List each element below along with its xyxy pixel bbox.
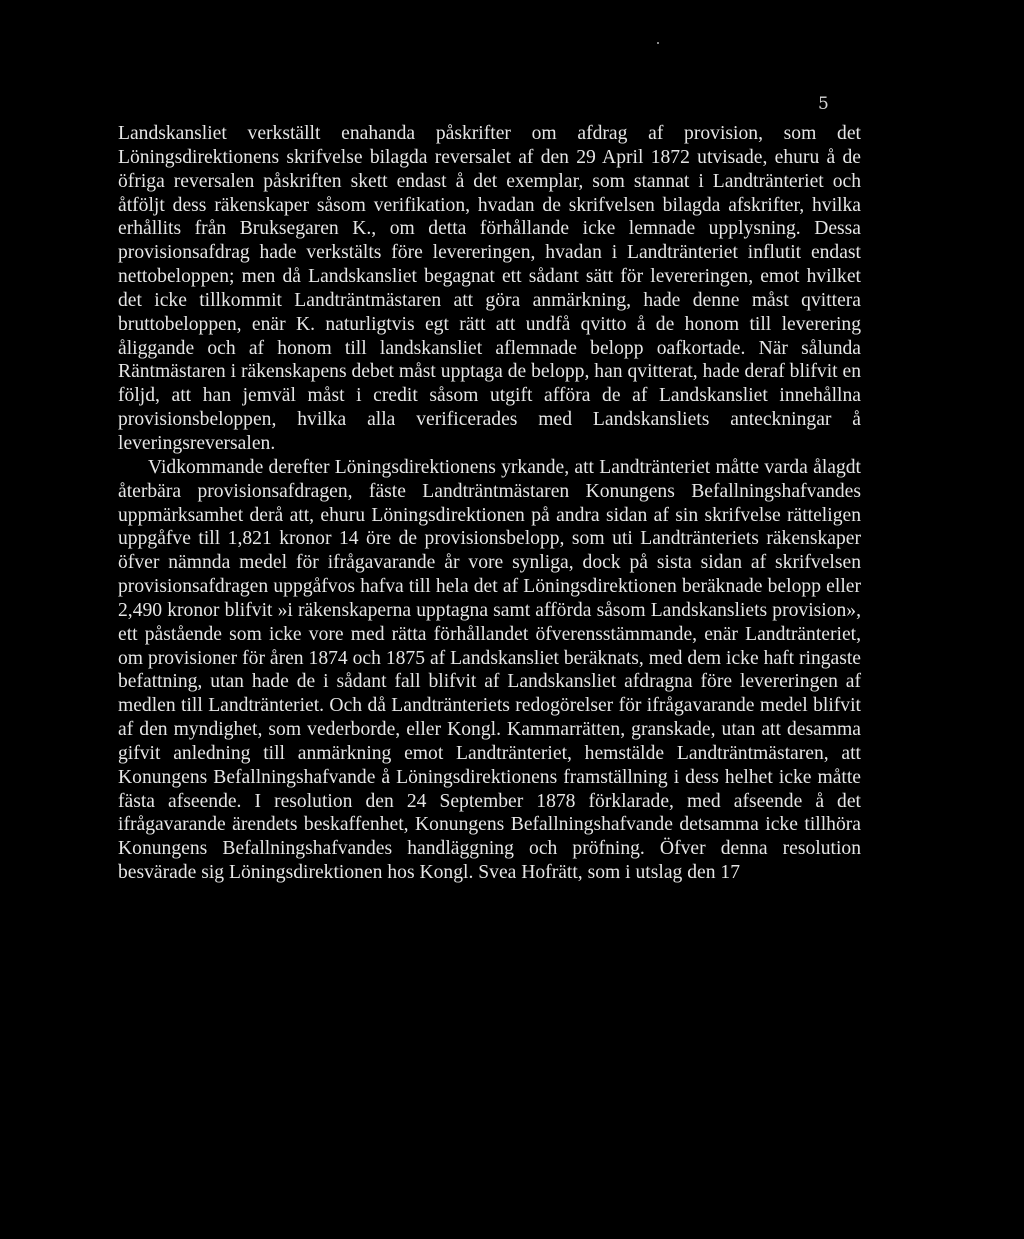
page-number: 5: [818, 94, 829, 114]
scan-speck: [657, 42, 659, 44]
paragraph: Vidkommande derefter Löningsdirektionens yrkande, att Landtränteriet måtte varda ålagdt återbära provisionsafdragen, fäste Landträntmästaren Konungens Befallningshafvandes uppmärksamhet derå att, ehuru Löningsdirektionen på andra sidan af sin skrifvelse rätteligen uppgåfve till 1,821 kronor 14 öre de provisionsbelopp, som uti Landtränteriets räkenskaper öfver nämnda medel för ifrågavarande år vore synliga, dock på sista sidan af skrifvelsen provisionsafdragen uppgåfvos hafva till hela det af Löningsdirektionen beräknade belopp eller 2,490 kronor blifvit »i räkenskaperna upptagna samt afförda såsom Landskansliets provision», ett påstående som icke vore med rätta förhållandet öfverensstämmande, enär Landtränteriet, om provisioner för åren 1874 och 1875 af Landskansliet beräknats, med dem icke haft ringaste befattning, utan hade de i sådant fall blifvit af Landskansliet afdragna före levereringen af medlen till Landtränteriet. Och då Landtränteriets redogörelser för ifrågavarande medel blifvit af den myndighet, som vederborde, eller Kongl. Kammarrätten, granskade, utan att desamma gifvit anledning till anmärkning emot Landtränteriet, hemstälde Landträntmästaren, att Konungens Befallningshafvande å Löningsdirektionens framställning i dess helhet icke måtte fästa afseende. I resolution den 24 September 1878 förklarade, med afseende å det ifrågavarande ärendets beskaffenhet, Konungens Befallningshafvande detsamma icke tillhöra Konungens Befallningshafvandes handläggning och pröfning. Öfver denna resolution besvärade sig Löningsdirektionen hos Kongl. Svea Hofrätt, som i utslag den 17: [118, 456, 861, 884]
body-text: [118, 122, 861, 885]
paragraph: Landskansliet verkställt enahanda påskrifter om afdrag af provision, som det Löningsdirektionens skrifvelse bilagda reversalet af den 29 April 1872 utvisade, ehuru å de öfriga reversalen påskriften skett endast å det exemplar, som stannat i Landtränteriet och åtföljt dess räkenskaper såsom verifikation, hvadan de skrifvelsen bilagda afskrifter, hvilka erhållits från Bruksegaren K., om detta förhållande icke lemnade upplysning. Dessa provisionsafdrag hade verkstälts före levereringen, hvadan i Landtränteriet influtit endast nettobeloppen; men då Landskansliet begagnat ett sådant sätt för levereringen, emot hvilket det icke tillkommit Landträntmästaren att göra anmärkning, hade denne måst qvittera bruttobeloppen, enär K. naturligtvis egt rätt att undfå qvitto å de honom till leverering åliggande och af honom till landskansliet aflemnade belopp oafkortade. När sålunda Räntmästaren i räkenskapens debet måst upptaga de belopp, han qvitterat, hade deraf blifvit en följd, att han jemväl måst i credit såsom utgift afföra de af Landskansliet innehållna provisionsbeloppen, hvilka alla verificerades med Landskansliets anteckningar å leveringsreversalen.: [118, 123, 861, 454]
